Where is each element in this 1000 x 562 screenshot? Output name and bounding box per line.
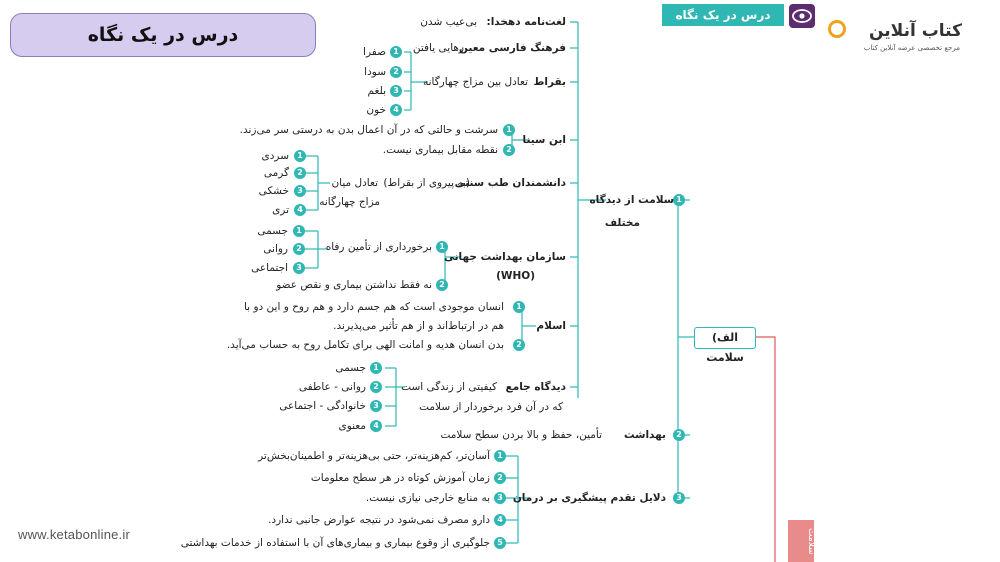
danesh-desc-2: تعادل میان	[331, 177, 378, 189]
moein-desc: رهایی یافتن	[412, 42, 464, 54]
danesh-num-1: 1	[294, 150, 306, 162]
moein-node: فرهنگ فارسی معین	[458, 42, 566, 54]
jame-num-4: 4	[370, 420, 382, 432]
who-item-2: نه فقط نداشتن بیماری و نقص عضو	[276, 279, 432, 291]
boghrat-desc: تعادل بین مزاج چهارگانه	[422, 76, 528, 88]
who-sub-2: روانی	[263, 243, 288, 255]
who-num-1: 1	[436, 241, 448, 253]
boghrat-num-2: 2	[390, 66, 402, 78]
who-num-2: 2	[436, 279, 448, 291]
who-sub-1: جسمی	[257, 225, 288, 237]
section-1-number: 1	[673, 194, 685, 206]
s3-num-1: 1	[494, 450, 506, 462]
islam-item-1b: هم در ارتباط‌اند و از هم تأثیر می‌پذیرند.	[333, 320, 504, 332]
danesh-desc-3: مزاج چهارگانه	[319, 196, 380, 208]
s3-item-3: به منابع خارجی نیازی نیست.	[365, 492, 490, 504]
section-1-title-line2: مختلف	[604, 217, 640, 229]
section-3-title: دلایل تقدم پیشگیری بر درمان	[512, 492, 666, 504]
brand-tagline: مرجع تخصصی عرضه آنلاین کتاب	[863, 44, 960, 52]
jame-num-1: 1	[370, 362, 382, 374]
jame-num-2: 2	[370, 381, 382, 393]
jame-item-4: معنوی	[338, 420, 366, 432]
ibnsina-num-2: 2	[503, 144, 515, 156]
jame-desc-2: که در آن فرد برخوردار از سلامت	[419, 401, 563, 413]
loghat-node: لغت‌نامه دهخدا:	[486, 16, 566, 28]
section-2-title: بهداشت	[624, 429, 666, 441]
danesh-item-1: سردی	[261, 150, 289, 162]
ibnsina-item-2: نقطه مقابل بیماری نیست.	[382, 144, 498, 156]
who-node-abbr: (WHO)	[496, 270, 535, 282]
s3-num-2: 2	[494, 472, 506, 484]
jame-num-3: 3	[370, 400, 382, 412]
jame-item-2: روانی - عاطفی	[298, 381, 366, 393]
section-2-desc: تأمین، حفظ و بالا بردن سطح سلامت	[440, 429, 602, 441]
danesh-num-4: 4	[294, 204, 306, 216]
s3-item-1: آسان‌تر، کم‌هزینه‌تر، حتی بی‌هزینه‌تر و اطمینان‌بخش‌تر	[258, 450, 490, 462]
boghrat-num-1: 1	[390, 46, 402, 58]
danesh-item-2: گرمی	[263, 167, 289, 179]
islam-num-2: 2	[513, 339, 525, 351]
ibnsina-item-1: سرشت و حالتی که در آن اعمال بدن به درستی سر می‌زند.	[239, 124, 498, 136]
brand-name: کتاب آنلاین	[868, 21, 962, 41]
who-sub-num-3: 3	[293, 262, 305, 274]
danesh-item-3: خشکی	[258, 185, 289, 197]
boghrat-item-4: خون	[366, 104, 386, 116]
root-node: الف) سلامت	[694, 327, 756, 349]
section-3-number: 3	[673, 492, 685, 504]
jame-desc: کیفیتی از زندگی است	[401, 381, 497, 393]
ibnsina-num-1: 1	[503, 124, 515, 136]
s3-item-5: جلوگیری از وقوع بیماری و بیماری‌های آن با استفاده از خدمات بهداشتی	[180, 537, 490, 549]
s3-item-4: دارو مصرف نمی‌شود در نتیجه عوارض جانبی ندارد.	[268, 514, 490, 526]
section-1-title: سلامت از دیدگاه	[589, 194, 674, 206]
s3-num-4: 4	[494, 514, 506, 526]
jame-item-1: جسمی	[335, 362, 366, 374]
website-url: www.ketabonline.ir	[18, 527, 130, 542]
islam-item-1: انسان موجودی است که هم جسم دارد و هم روح و این دو با	[243, 301, 504, 313]
ibnsina-node: ابن سینا	[522, 134, 566, 146]
danesh-item-4: تری	[272, 204, 289, 216]
islam-item-2: بدن انسان هدیه و امانت الهی برای تکامل روح به حساب می‌آید.	[226, 339, 504, 351]
section-2-number: 2	[673, 429, 685, 441]
danesh-num-2: 2	[294, 167, 306, 179]
loghat-desc: بی‌عیب شدن	[420, 16, 477, 28]
s3-num-5: 5	[494, 537, 506, 549]
s3-item-2: زمان آموزش کوتاه در هر سطح معلومات	[310, 472, 490, 484]
page-title: درس در یک نگاه	[10, 13, 316, 57]
side-tab-label: سلامت	[806, 528, 816, 555]
islam-num-1: 1	[513, 301, 525, 313]
s3-num-3: 3	[494, 492, 506, 504]
boghrat-item-3: بلغم	[367, 85, 386, 97]
who-sub-num-1: 1	[293, 225, 305, 237]
islam-node: اسلام	[536, 320, 566, 332]
boghrat-node: بقراط	[533, 76, 566, 88]
who-item-1: برخورداری از تأمین رفاه	[325, 241, 432, 253]
boghrat-item-2: سودا	[364, 66, 386, 78]
danesh-desc: (به پیروی از بقراط)	[383, 177, 470, 189]
who-node: سازمان بهداشت جهانی	[443, 251, 566, 263]
boghrat-num-4: 4	[390, 104, 402, 116]
jame-node: دیدگاه جامع	[505, 381, 566, 393]
boghrat-num-3: 3	[390, 85, 402, 97]
lesson-chip: درس در یک نگاه	[662, 4, 784, 26]
danesh-num-3: 3	[294, 185, 306, 197]
danesh-node: دانشمندان طب سنتی	[454, 177, 566, 189]
who-sub-3: اجتماعی	[251, 262, 288, 274]
jame-item-3: خانوادگی - اجتماعی	[279, 400, 366, 412]
who-sub-num-2: 2	[293, 243, 305, 255]
boghrat-item-1: صفرا	[363, 46, 386, 58]
